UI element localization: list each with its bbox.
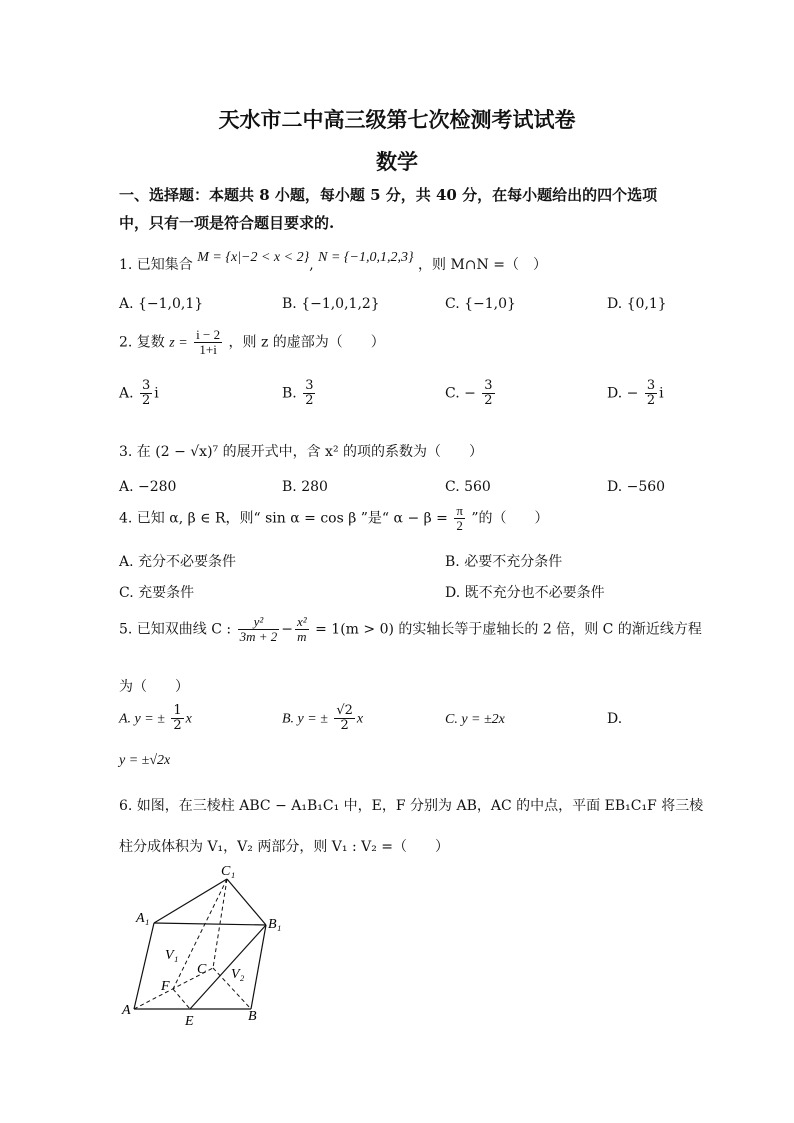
q3-option-a[interactable]: A. −280	[119, 479, 177, 495]
q5-option-b[interactable]: B. y = ± $\frac{√2}{2}$ x	[282, 703, 364, 733]
question-6-line1: 6. 如图，在三棱柱 ABC − A₁B₁C₁ 中，E，F 分别为 AB，AC 的中点，平面 EB₁C₁F 将三棱	[119, 798, 704, 814]
q1-suffix: ，则 M∩N =（ ）	[418, 257, 547, 273]
label-f: F	[161, 979, 170, 994]
section-heading-line2: 中，只有一项是符合题目要求的.	[119, 214, 335, 232]
question-3-stem: 3. 在 (2 − √x)⁷ 的展开式中，含 x² 的项的系数为（ ）	[119, 444, 484, 460]
q2-fraction: $\frac{i - 2}{1+i}$	[196, 327, 221, 357]
q5-option-d[interactable]: D.	[607, 711, 623, 727]
q4-option-d[interactable]: D. 既不充分也不必要条件	[445, 585, 605, 601]
q5-option-c[interactable]: C. y = ±2x	[445, 712, 505, 727]
q2-option-b[interactable]: B. $\frac{3}{2}$	[282, 378, 314, 408]
edge-a1-b1	[154, 923, 266, 925]
exam-title: 天水市二中高三级第七次检测考试试卷	[218, 107, 576, 132]
edge-f-e	[173, 989, 190, 1009]
q4-option-a[interactable]: A. 充分不必要条件	[119, 554, 237, 570]
label-v2: V₂	[231, 967, 245, 982]
section-heading	[119, 181, 679, 237]
edge-b1-b	[251, 925, 266, 1009]
prism-figure	[110, 862, 300, 1032]
q4-prefix: 4. 已知 α, β ∈ R，则“ sin α = cos β ”是“ α − β =	[119, 510, 448, 527]
subject-title: 数学	[376, 149, 418, 174]
q3-option-b[interactable]: B. 280	[282, 479, 328, 495]
q5-mid: = 1(m > 0) 的实轴长等于虚轴长的 2 倍，则 C 的渐近线方程	[315, 621, 702, 638]
label-b1: B₁	[268, 917, 282, 932]
label-v1: V₁	[165, 948, 179, 963]
q5-fraction-2: $\frac{\text{x²}}{m}$	[297, 614, 307, 644]
question-2-stem	[119, 328, 385, 357]
q1-set-n: N = {−1,0,1,2,3}	[318, 250, 414, 265]
q2-option-c[interactable]: C. − $\frac{3}{2}$	[445, 378, 493, 408]
label-c1: C₁	[221, 864, 236, 879]
q2-option-a[interactable]: A. $\frac{3}{2}$ i	[119, 378, 159, 408]
q5-fraction-1: $\frac{\text{y²}}{3m + 2}$	[239, 614, 278, 644]
label-e: E	[185, 1014, 194, 1029]
label-a: A	[122, 1003, 131, 1018]
q1-prefix: 1. 已知集合	[119, 257, 193, 273]
q4-option-b[interactable]: B. 必要不充分条件	[445, 554, 563, 570]
q3-option-c[interactable]: C. 560	[445, 479, 491, 495]
q4-suffix: ”的（ ）	[471, 510, 549, 527]
q2-prefix: 2. 复数	[119, 334, 165, 351]
q1-option-b[interactable]: B. {−1,0,1,2}	[282, 296, 380, 312]
q3-option-d[interactable]: D. −560	[607, 479, 666, 495]
edge-a1-a	[134, 923, 154, 1009]
q1-option-d[interactable]: D. {0,1}	[607, 296, 667, 312]
question-5-stem: 5. 已知双曲线 C : $\frac{\text{y²}}{3m + 2}$ − $\frac{\text{x²}}{m}$ = 1(m > 0) 的实轴长等于虚轴长的 2 倍，则 C 的渐近线方程	[119, 614, 702, 644]
label-a1: A₁	[136, 911, 150, 926]
label-c: C	[197, 962, 207, 977]
q1-option-a[interactable]: A. {−1,0,1}	[119, 296, 204, 312]
q2-z: z =	[169, 335, 188, 351]
q1-set-m: M = {x|−2 < x < 2}	[197, 250, 310, 265]
q2-suffix: ，则 z 的虚部为（ ）	[228, 334, 385, 351]
q5-option-d-value: y = ±√2x	[119, 753, 171, 768]
q1-option-c[interactable]: C. {−1,0}	[445, 296, 516, 312]
q5-option-a[interactable]: A. y = ± $\frac{1}{2}$ x	[119, 703, 192, 733]
q5-prefix: 5. 已知双曲线 C :	[119, 621, 232, 638]
question-6-line2: 柱分成体积为 V₁，V₂ 两部分，则 V₁ : V₂ =（ ）	[119, 839, 450, 855]
q4-fraction: $\frac{\pi}{2}$	[456, 503, 463, 533]
label-b: B	[248, 1009, 257, 1024]
section-heading-line1: 一、选择题：本题共 8 小题，每小题 5 分，共 40 分，在每小题给出的四个选项	[119, 186, 658, 204]
q4-option-c[interactable]: C. 充要条件	[119, 585, 195, 601]
q5-line2: 为（ ）	[119, 679, 189, 695]
edge-c1-b1	[227, 879, 266, 925]
q2-option-d[interactable]: D. − $\frac{3}{2}$ i	[607, 378, 664, 408]
question-4-stem	[119, 504, 549, 533]
question-1-stem: 1. 已知集合 M = {x|−2 < x < 2}, N = {−1,0,1,2,3} ，则 M∩N =（ ）	[119, 250, 547, 273]
